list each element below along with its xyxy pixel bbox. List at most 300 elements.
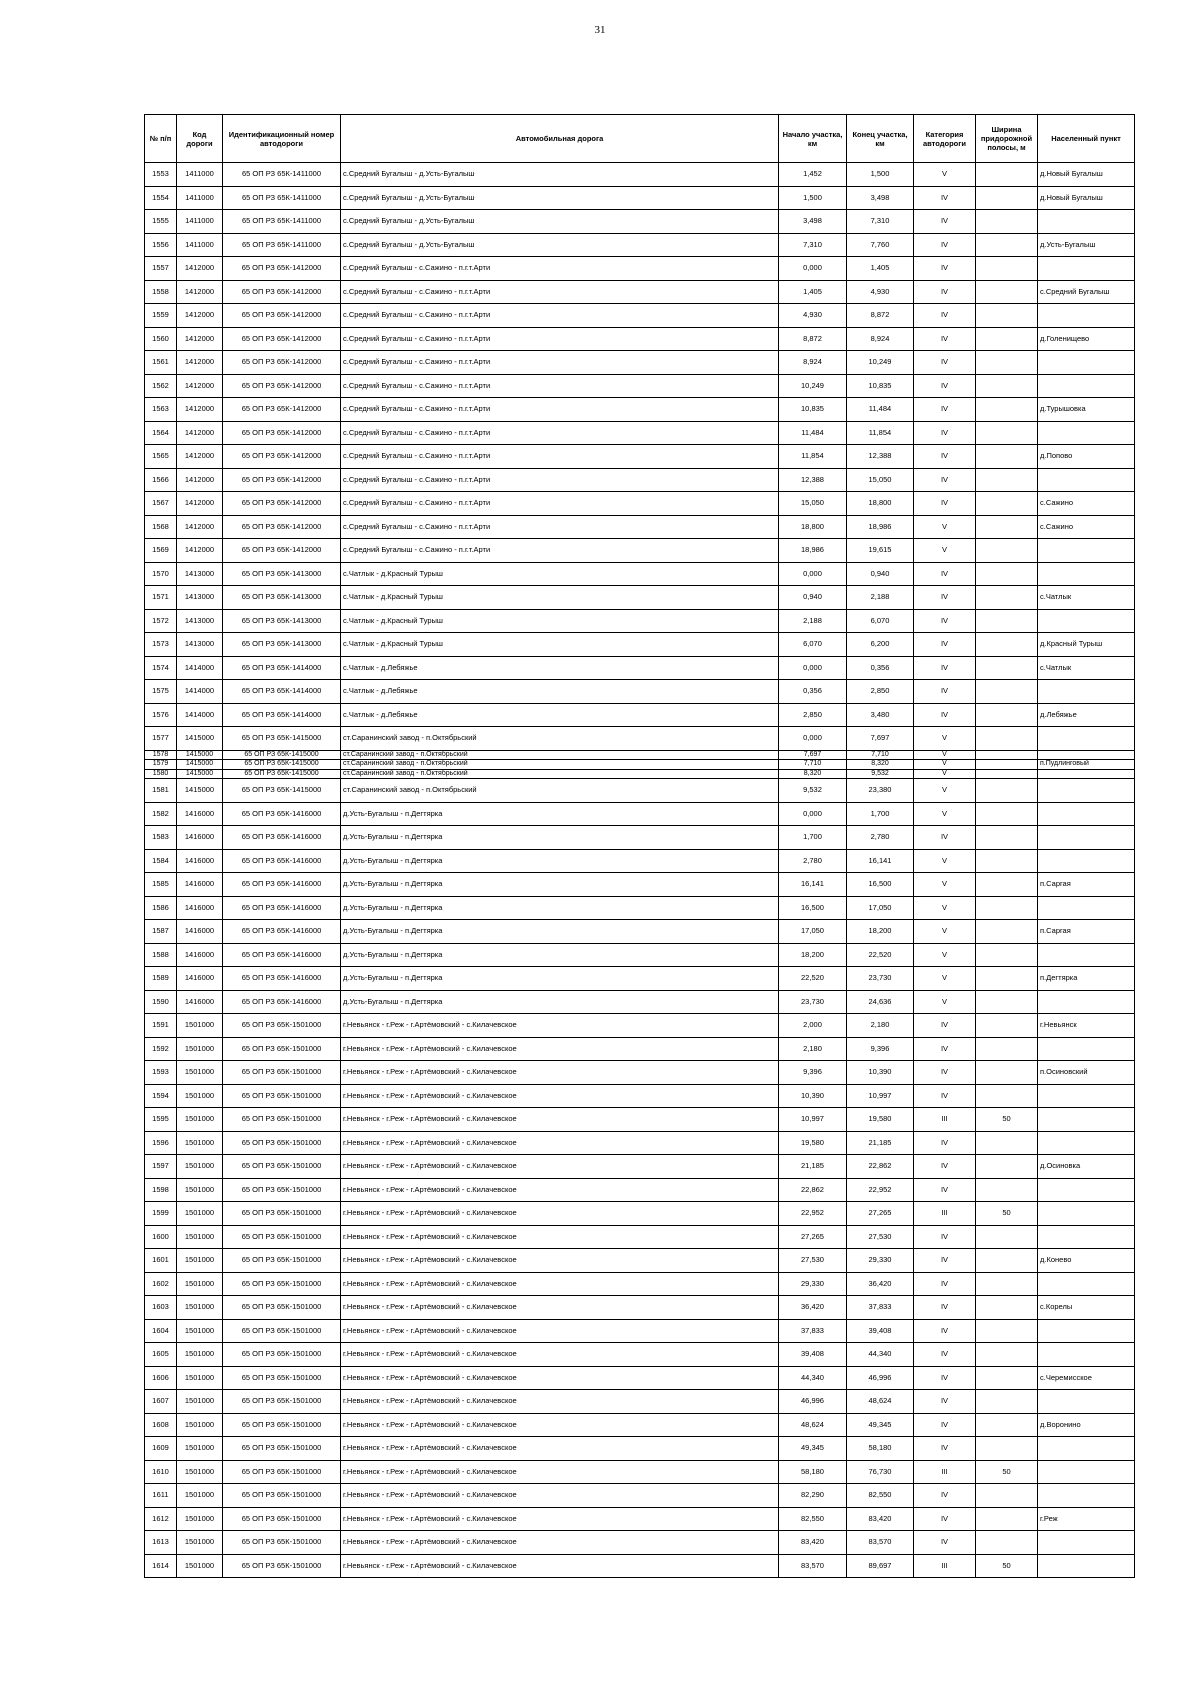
table-row (145, 633, 1135, 657)
roadside-width-cell (976, 1272, 1038, 1296)
category-cell: IV (914, 374, 976, 398)
row-number-cell: 1608 (145, 1413, 177, 1437)
roadside-width-cell (976, 656, 1038, 680)
table-row (145, 492, 1135, 516)
table-row (145, 210, 1135, 234)
category-cell: IV (914, 421, 976, 445)
category-cell: IV (914, 1225, 976, 1249)
row-number-cell: 1602 (145, 1272, 177, 1296)
row-number-cell: 1571 (145, 586, 177, 610)
table-row (145, 1014, 1135, 1038)
road-code-cell: 1501000 (177, 1178, 223, 1202)
start-km-cell: 1,405 (779, 280, 847, 304)
start-km-cell: 83,420 (779, 1531, 847, 1555)
roadside-width-cell (976, 680, 1038, 704)
category-cell: IV (914, 280, 976, 304)
road-id-cell: 65 ОП РЗ 65К-1412000 (223, 304, 341, 328)
table-row (145, 1249, 1135, 1273)
road-id-cell: 65 ОП РЗ 65К-1411000 (223, 163, 341, 187)
roadside-width-cell (976, 280, 1038, 304)
end-km-cell: 7,697 (847, 727, 914, 751)
row-number-cell: 1570 (145, 562, 177, 586)
row-number-cell: 1606 (145, 1366, 177, 1390)
header-road-id: Идентификационный номер автодороги (223, 115, 341, 163)
road-name-cell: ст.Саранинский завод - п.Октябрьский (341, 760, 779, 770)
road-name-cell: г.Невьянск - г.Реж - г.Артёмовский - с.Килачевское (341, 1507, 779, 1531)
table-row (145, 1178, 1135, 1202)
settlement-cell (1038, 1225, 1135, 1249)
road-id-cell: 65 ОП РЗ 65К-1501000 (223, 1460, 341, 1484)
row-number-cell: 1596 (145, 1131, 177, 1155)
road-name-cell: с.Средний Бугалыш - д.Усть-Бугалыш (341, 210, 779, 234)
start-km-cell: 19,580 (779, 1131, 847, 1155)
category-cell: V (914, 760, 976, 770)
table-row (145, 280, 1135, 304)
end-km-cell: 3,480 (847, 703, 914, 727)
start-km-cell: 21,185 (779, 1155, 847, 1179)
settlement-cell: д.Попово (1038, 445, 1135, 469)
end-km-cell: 39,408 (847, 1319, 914, 1343)
end-km-cell: 1,700 (847, 802, 914, 826)
settlement-cell (1038, 1131, 1135, 1155)
roadside-width-cell (976, 826, 1038, 850)
road-name-cell: г.Невьянск - г.Реж - г.Артёмовский - с.Килачевское (341, 1460, 779, 1484)
category-cell: IV (914, 210, 976, 234)
road-name-cell: г.Невьянск - г.Реж - г.Артёмовский - с.Килачевское (341, 1437, 779, 1461)
road-code-cell: 1501000 (177, 1460, 223, 1484)
road-code-cell: 1501000 (177, 1225, 223, 1249)
roadside-width-cell (976, 703, 1038, 727)
end-km-cell: 19,615 (847, 539, 914, 563)
start-km-cell: 49,345 (779, 1437, 847, 1461)
settlement-cell (1038, 1484, 1135, 1508)
settlement-cell: п.Саргая (1038, 920, 1135, 944)
road-id-cell: 65 ОП РЗ 65К-1416000 (223, 873, 341, 897)
start-km-cell: 82,550 (779, 1507, 847, 1531)
settlement-cell (1038, 1037, 1135, 1061)
row-number-cell: 1562 (145, 374, 177, 398)
start-km-cell: 22,520 (779, 967, 847, 991)
header-road-name: Автомобильная дорога (341, 115, 779, 163)
road-code-cell: 1412000 (177, 280, 223, 304)
roadside-width-cell (976, 1249, 1038, 1273)
row-number-cell: 1578 (145, 750, 177, 760)
row-number-cell: 1576 (145, 703, 177, 727)
table-row (145, 680, 1135, 704)
category-cell: IV (914, 1061, 976, 1085)
row-number-cell: 1598 (145, 1178, 177, 1202)
settlement-cell: с.Корелы (1038, 1296, 1135, 1320)
roadside-width-cell: 50 (976, 1460, 1038, 1484)
start-km-cell: 16,500 (779, 896, 847, 920)
road-id-cell: 65 ОП РЗ 65К-1415000 (223, 769, 341, 779)
road-id-cell: 65 ОП РЗ 65К-1412000 (223, 515, 341, 539)
road-id-cell: 65 ОП РЗ 65К-1501000 (223, 1366, 341, 1390)
roadside-width-cell (976, 1343, 1038, 1367)
end-km-cell: 2,188 (847, 586, 914, 610)
road-id-cell: 65 ОП РЗ 65К-1411000 (223, 233, 341, 257)
category-cell: IV (914, 398, 976, 422)
road-code-cell: 1501000 (177, 1413, 223, 1437)
category-cell: V (914, 750, 976, 760)
settlement-cell: д.Турышовка (1038, 398, 1135, 422)
road-name-cell: г.Невьянск - г.Реж - г.Артёмовский - с.Килачевское (341, 1155, 779, 1179)
category-cell: IV (914, 633, 976, 657)
category-cell: IV (914, 186, 976, 210)
road-code-cell: 1416000 (177, 849, 223, 873)
road-name-cell: с.Средний Бугалыш - с.Сажино - п.г.т.Арти (341, 492, 779, 516)
category-cell: IV (914, 445, 976, 469)
table-row (145, 656, 1135, 680)
settlement-cell (1038, 1554, 1135, 1578)
road-code-cell: 1413000 (177, 609, 223, 633)
road-id-cell: 65 ОП РЗ 65К-1501000 (223, 1272, 341, 1296)
settlement-cell: п.Саргая (1038, 873, 1135, 897)
table-row (145, 1343, 1135, 1367)
table-row (145, 468, 1135, 492)
start-km-cell: 10,835 (779, 398, 847, 422)
table-row (145, 896, 1135, 920)
start-km-cell: 18,200 (779, 943, 847, 967)
end-km-cell: 44,340 (847, 1343, 914, 1367)
row-number-cell: 1580 (145, 769, 177, 779)
settlement-cell (1038, 990, 1135, 1014)
roadside-width-cell (976, 1507, 1038, 1531)
start-km-cell: 15,050 (779, 492, 847, 516)
end-km-cell: 27,265 (847, 1202, 914, 1226)
row-number-cell: 1587 (145, 920, 177, 944)
category-cell: IV (914, 1507, 976, 1531)
category-cell: V (914, 769, 976, 779)
table-row (145, 539, 1135, 563)
road-id-cell: 65 ОП РЗ 65К-1416000 (223, 802, 341, 826)
road-name-cell: г.Невьянск - г.Реж - г.Артёмовский - с.Килачевское (341, 1108, 779, 1132)
end-km-cell: 29,330 (847, 1249, 914, 1273)
road-id-cell: 65 ОП РЗ 65К-1414000 (223, 656, 341, 680)
road-id-cell: 65 ОП РЗ 65К-1501000 (223, 1014, 341, 1038)
row-number-cell: 1585 (145, 873, 177, 897)
roadside-width-cell (976, 943, 1038, 967)
road-code-cell: 1501000 (177, 1366, 223, 1390)
start-km-cell: 6,070 (779, 633, 847, 657)
end-km-cell: 2,850 (847, 680, 914, 704)
road-name-cell: г.Невьянск - г.Реж - г.Артёмовский - с.Килачевское (341, 1296, 779, 1320)
category-cell: V (914, 873, 976, 897)
end-km-cell: 7,760 (847, 233, 914, 257)
table-row (145, 586, 1135, 610)
road-id-cell: 65 ОП РЗ 65К-1412000 (223, 492, 341, 516)
start-km-cell: 0,000 (779, 562, 847, 586)
table-row (145, 1061, 1135, 1085)
roadside-width-cell (976, 802, 1038, 826)
row-number-cell: 1600 (145, 1225, 177, 1249)
road-code-cell: 1416000 (177, 873, 223, 897)
road-code-cell: 1416000 (177, 896, 223, 920)
road-id-cell: 65 ОП РЗ 65К-1501000 (223, 1061, 341, 1085)
roadside-width-cell (976, 633, 1038, 657)
road-code-cell: 1415000 (177, 779, 223, 803)
road-name-cell: д.Усть-Бугалыш - п.Дегтярка (341, 990, 779, 1014)
start-km-cell: 58,180 (779, 1460, 847, 1484)
road-code-cell: 1501000 (177, 1554, 223, 1578)
road-id-cell: 65 ОП РЗ 65К-1501000 (223, 1249, 341, 1273)
settlement-cell: с.Средний Бугалыш (1038, 280, 1135, 304)
start-km-cell: 0,000 (779, 802, 847, 826)
header-category: Категория автодороги (914, 115, 976, 163)
settlement-cell: д.Новый Бугалыш (1038, 186, 1135, 210)
start-km-cell: 2,188 (779, 609, 847, 633)
end-km-cell: 36,420 (847, 1272, 914, 1296)
road-name-cell: ст.Саранинский завод - п.Октябрьский (341, 750, 779, 760)
road-code-cell: 1501000 (177, 1272, 223, 1296)
road-code-cell: 1413000 (177, 633, 223, 657)
row-number-cell: 1601 (145, 1249, 177, 1273)
road-id-cell: 65 ОП РЗ 65К-1501000 (223, 1413, 341, 1437)
table-row (145, 327, 1135, 351)
road-code-cell: 1412000 (177, 304, 223, 328)
road-name-cell: г.Невьянск - г.Реж - г.Артёмовский - с.Килачевское (341, 1061, 779, 1085)
settlement-cell: д.Конево (1038, 1249, 1135, 1273)
start-km-cell: 9,532 (779, 779, 847, 803)
start-km-cell: 18,986 (779, 539, 847, 563)
row-number-cell: 1611 (145, 1484, 177, 1508)
settlement-cell (1038, 1108, 1135, 1132)
settlement-cell: д.Лебяжье (1038, 703, 1135, 727)
header-settlement: Населенный пункт (1038, 115, 1135, 163)
roadside-width-cell (976, 327, 1038, 351)
road-name-cell: ст.Саранинский завод - п.Октябрьский (341, 727, 779, 751)
row-number-cell: 1572 (145, 609, 177, 633)
table-row (145, 1437, 1135, 1461)
road-code-cell: 1501000 (177, 1108, 223, 1132)
table-row (145, 515, 1135, 539)
start-km-cell: 39,408 (779, 1343, 847, 1367)
row-number-cell: 1583 (145, 826, 177, 850)
road-name-cell: с.Чатлык - д.Лебяжье (341, 680, 779, 704)
settlement-cell (1038, 750, 1135, 760)
road-name-cell: г.Невьянск - г.Реж - г.Артёмовский - с.Килачевское (341, 1366, 779, 1390)
road-name-cell: с.Средний Бугалыш - с.Сажино - п.г.т.Арти (341, 351, 779, 375)
row-number-cell: 1591 (145, 1014, 177, 1038)
category-cell: IV (914, 826, 976, 850)
category-cell: IV (914, 327, 976, 351)
road-name-cell: г.Невьянск - г.Реж - г.Артёмовский - с.Килачевское (341, 1319, 779, 1343)
end-km-cell: 6,200 (847, 633, 914, 657)
road-id-cell: 65 ОП РЗ 65К-1415000 (223, 760, 341, 770)
row-number-cell: 1560 (145, 327, 177, 351)
row-number-cell: 1563 (145, 398, 177, 422)
end-km-cell: 1,500 (847, 163, 914, 187)
roadside-width-cell (976, 609, 1038, 633)
start-km-cell: 8,924 (779, 351, 847, 375)
settlement-cell (1038, 1319, 1135, 1343)
table-row (145, 920, 1135, 944)
table-row (145, 351, 1135, 375)
end-km-cell: 15,050 (847, 468, 914, 492)
roadside-width-cell (976, 920, 1038, 944)
road-name-cell: г.Невьянск - г.Реж - г.Артёмовский - с.Килачевское (341, 1131, 779, 1155)
settlement-cell: с.Сажино (1038, 515, 1135, 539)
settlement-cell (1038, 1272, 1135, 1296)
category-cell: IV (914, 1272, 976, 1296)
header-roadside-width: Ширина придорожной полосы, м (976, 115, 1038, 163)
start-km-cell: 44,340 (779, 1366, 847, 1390)
settlement-cell (1038, 1390, 1135, 1414)
end-km-cell: 83,570 (847, 1531, 914, 1555)
row-number-cell: 1567 (145, 492, 177, 516)
row-number-cell: 1597 (145, 1155, 177, 1179)
road-id-cell: 65 ОП РЗ 65К-1411000 (223, 186, 341, 210)
end-km-cell: 48,624 (847, 1390, 914, 1414)
end-km-cell: 2,780 (847, 826, 914, 850)
settlement-cell: д.Осиновка (1038, 1155, 1135, 1179)
road-id-cell: 65 ОП РЗ 65К-1412000 (223, 280, 341, 304)
category-cell: V (914, 849, 976, 873)
row-number-cell: 1579 (145, 760, 177, 770)
settlement-cell: с.Чатлык (1038, 656, 1135, 680)
road-name-cell: с.Средний Бугалыш - с.Сажино - п.г.т.Арти (341, 280, 779, 304)
row-number-cell: 1592 (145, 1037, 177, 1061)
table-row (145, 727, 1135, 751)
road-id-cell: 65 ОП РЗ 65К-1501000 (223, 1319, 341, 1343)
row-number-cell: 1589 (145, 967, 177, 991)
road-code-cell: 1411000 (177, 163, 223, 187)
road-id-cell: 65 ОП РЗ 65К-1416000 (223, 896, 341, 920)
row-number-cell: 1599 (145, 1202, 177, 1226)
settlement-cell (1038, 826, 1135, 850)
category-cell: IV (914, 304, 976, 328)
table-row (145, 445, 1135, 469)
road-id-cell: 65 ОП РЗ 65К-1412000 (223, 327, 341, 351)
roadside-width-cell (976, 779, 1038, 803)
road-name-cell: г.Невьянск - г.Реж - г.Артёмовский - с.Килачевское (341, 1037, 779, 1061)
road-name-cell: с.Чатлык - д.Красный Турыш (341, 633, 779, 657)
table-row (145, 1225, 1135, 1249)
start-km-cell: 46,996 (779, 1390, 847, 1414)
road-code-cell: 1411000 (177, 210, 223, 234)
row-number-cell: 1575 (145, 680, 177, 704)
road-id-cell: 65 ОП РЗ 65К-1414000 (223, 703, 341, 727)
road-code-cell: 1411000 (177, 233, 223, 257)
category-cell: IV (914, 562, 976, 586)
road-name-cell: с.Чатлык - д.Лебяжье (341, 656, 779, 680)
road-id-cell: 65 ОП РЗ 65К-1412000 (223, 257, 341, 281)
roadside-width-cell (976, 586, 1038, 610)
table-row (145, 257, 1135, 281)
road-code-cell: 1416000 (177, 802, 223, 826)
roadside-width-cell (976, 492, 1038, 516)
header-road-code: Код дороги (177, 115, 223, 163)
start-km-cell: 10,249 (779, 374, 847, 398)
road-name-cell: д.Усть-Бугалыш - п.Дегтярка (341, 873, 779, 897)
start-km-cell: 8,320 (779, 769, 847, 779)
category-cell: V (914, 727, 976, 751)
start-km-cell: 0,356 (779, 680, 847, 704)
table-row (145, 1108, 1135, 1132)
road-id-cell: 65 ОП РЗ 65К-1412000 (223, 351, 341, 375)
table-row (145, 421, 1135, 445)
settlement-cell: д.Голенищево (1038, 327, 1135, 351)
road-name-cell: г.Невьянск - г.Реж - г.Артёмовский - с.Килачевское (341, 1484, 779, 1508)
table-row (145, 760, 1135, 770)
start-km-cell: 0,940 (779, 586, 847, 610)
settlement-cell: д.Красный Турыш (1038, 633, 1135, 657)
roadside-width-cell (976, 1037, 1038, 1061)
end-km-cell: 16,500 (847, 873, 914, 897)
settlement-cell (1038, 468, 1135, 492)
end-km-cell: 8,872 (847, 304, 914, 328)
road-name-cell: с.Чатлык - д.Красный Турыш (341, 609, 779, 633)
road-id-cell: 65 ОП РЗ 65К-1416000 (223, 849, 341, 873)
road-id-cell: 65 ОП РЗ 65К-1501000 (223, 1108, 341, 1132)
road-code-cell: 1501000 (177, 1155, 223, 1179)
end-km-cell: 10,997 (847, 1084, 914, 1108)
road-code-cell: 1414000 (177, 703, 223, 727)
row-number-cell: 1557 (145, 257, 177, 281)
start-km-cell: 17,050 (779, 920, 847, 944)
road-code-cell: 1501000 (177, 1296, 223, 1320)
roads-table (144, 114, 1135, 1578)
settlement-cell (1038, 779, 1135, 803)
road-id-cell: 65 ОП РЗ 65К-1501000 (223, 1554, 341, 1578)
settlement-cell (1038, 802, 1135, 826)
row-number-cell: 1574 (145, 656, 177, 680)
end-km-cell: 76,730 (847, 1460, 914, 1484)
road-code-cell: 1501000 (177, 1484, 223, 1508)
row-number-cell: 1603 (145, 1296, 177, 1320)
road-id-cell: 65 ОП РЗ 65К-1412000 (223, 421, 341, 445)
roadside-width-cell (976, 233, 1038, 257)
settlement-cell (1038, 769, 1135, 779)
road-name-cell: с.Средний Бугалыш - с.Сажино - п.г.т.Арти (341, 398, 779, 422)
table-row (145, 873, 1135, 897)
roadside-width-cell (976, 468, 1038, 492)
roadside-width-cell (976, 1084, 1038, 1108)
end-km-cell: 49,345 (847, 1413, 914, 1437)
road-name-cell: с.Средний Бугалыш - с.Сажино - п.г.т.Арти (341, 515, 779, 539)
start-km-cell: 10,390 (779, 1084, 847, 1108)
road-code-cell: 1412000 (177, 421, 223, 445)
start-km-cell: 29,330 (779, 1272, 847, 1296)
start-km-cell: 3,498 (779, 210, 847, 234)
settlement-cell (1038, 210, 1135, 234)
road-id-cell: 65 ОП РЗ 65К-1416000 (223, 920, 341, 944)
start-km-cell: 16,141 (779, 873, 847, 897)
road-id-cell: 65 ОП РЗ 65К-1501000 (223, 1437, 341, 1461)
table-row (145, 990, 1135, 1014)
row-number-cell: 1569 (145, 539, 177, 563)
category-cell: III (914, 1554, 976, 1578)
table-row (145, 374, 1135, 398)
category-cell: IV (914, 1296, 976, 1320)
table-row (145, 304, 1135, 328)
road-name-cell: ст.Саранинский завод - п.Октябрьский (341, 769, 779, 779)
road-code-cell: 1412000 (177, 515, 223, 539)
road-name-cell: д.Усть-Бугалыш - п.Дегтярка (341, 920, 779, 944)
category-cell: IV (914, 1178, 976, 1202)
road-name-cell: г.Невьянск - г.Реж - г.Артёмовский - с.Килачевское (341, 1413, 779, 1437)
road-code-cell: 1412000 (177, 398, 223, 422)
category-cell: IV (914, 492, 976, 516)
roadside-width-cell (976, 257, 1038, 281)
road-name-cell: с.Средний Бугалыш - д.Усть-Бугалыш (341, 163, 779, 187)
road-id-cell: 65 ОП РЗ 65К-1501000 (223, 1225, 341, 1249)
settlement-cell (1038, 1084, 1135, 1108)
settlement-cell (1038, 257, 1135, 281)
table-row (145, 1413, 1135, 1437)
row-number-cell: 1586 (145, 896, 177, 920)
category-cell: IV (914, 1484, 976, 1508)
